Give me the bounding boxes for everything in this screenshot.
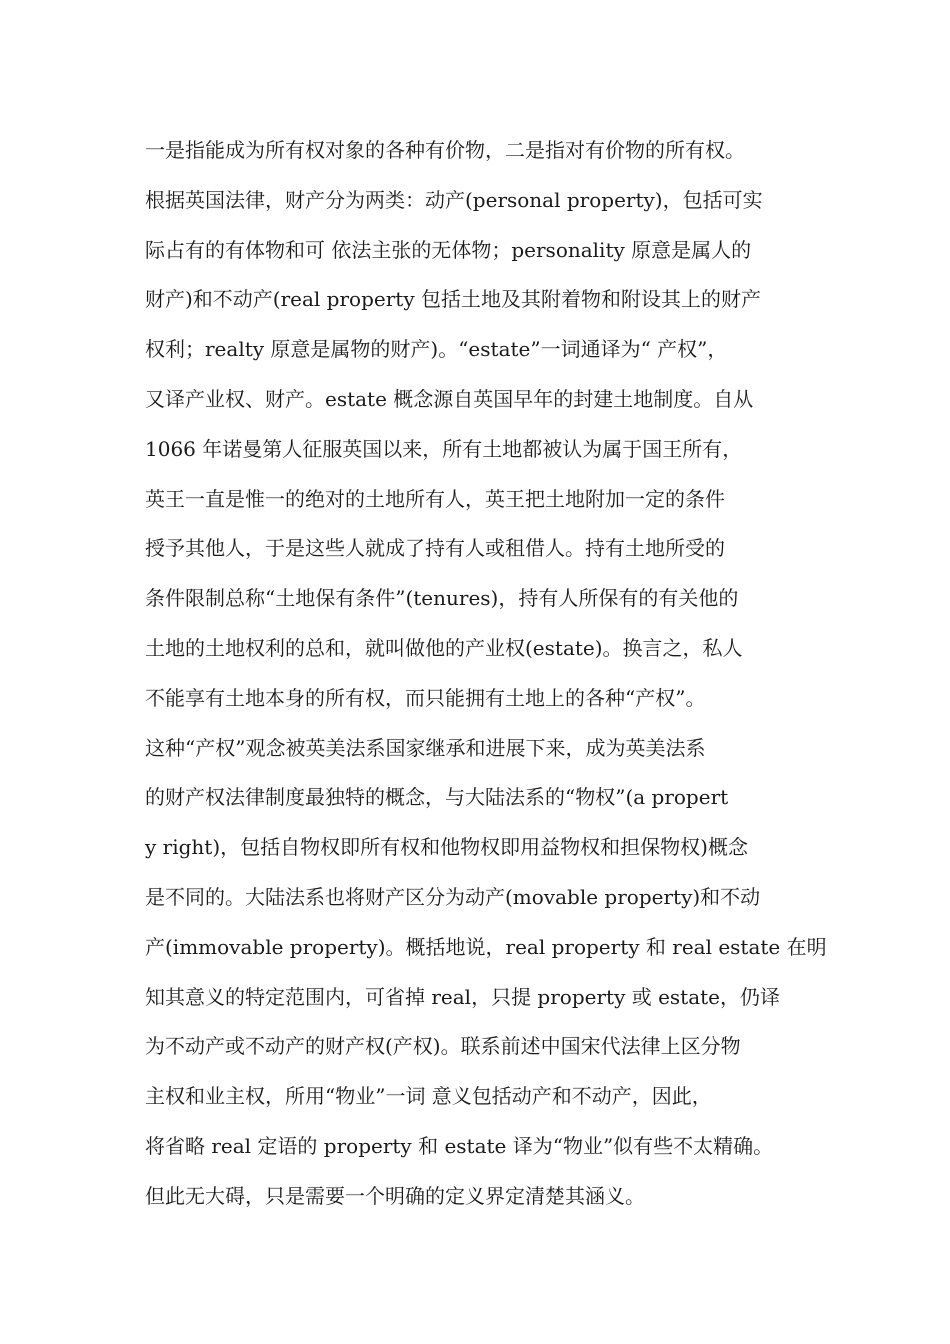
text-line: 际占有的有体物和可 依法主张的无体物；personality 原意是属人的 [145, 237, 752, 262]
text-line: 土地的土地权利的总和，就叫做他的产业权(estate)。换言之，私人 [145, 635, 743, 660]
text-line: 为不动产或不动产的财产权(产权)。联系前述中国宋代法律上区分物 [145, 1034, 741, 1059]
text-line: 将省略 real 定语的 property 和 estate 译为“物业”似有些不太精确。 [145, 1133, 774, 1158]
text-line: 授予其他人，于是这些人就成了持有人或租借人。持有土地所受的 [145, 536, 725, 561]
text-line: 但此无大碍，只是需要一个明确的定义界定清楚其涵义。 [145, 1183, 645, 1208]
text-line: 是不同的。大陆法系也将财产区分为动产(movable property)和不动 [145, 884, 761, 909]
text-line: 1066 年诺曼第人征服英国以来，所有土地都被认为属于国王所有， [145, 436, 743, 461]
text-line: 英王一直是惟一的绝对的土地所有人，英王把土地附加一定的条件 [145, 486, 725, 511]
text-line: 产(immovable property)。概括地说，real property 和 real estate 在明 [145, 934, 827, 959]
text-line: 一是指能成为所有权对象的各种有价物，二是指对有价物的所有权。 [145, 138, 745, 162]
text-line: 的财产权法律制度最独特的概念，与大陆法系的“物权”(a propert [145, 785, 729, 810]
text-line: 财产)和不动产(real property 包括土地及其附着物和附设其上的财产 [145, 287, 761, 312]
text-line: 主权和业主权，所用“物业”一词 意义包括动产和不动产，因此， [145, 1084, 712, 1109]
text-line: 权利；realty 原意是属物的财产)。“estate”一词通译为“ 产权”， [145, 337, 728, 362]
text-line: 不能享有土地本身的所有权，而只能拥有土地上的各种“产权”。 [145, 685, 706, 710]
text-line: y right)，包括自物权即所有权和他物权即用益物权和担保物权)概念 [145, 835, 748, 860]
text-line: 根据英国法律，财产分为两类：动产(personal property)，包括可实 [145, 187, 763, 212]
text-line: 知其意义的特定范围内，可省掉 real，只提 property 或 estate，仍译 [145, 984, 781, 1009]
text-line: 条件限制总称“土地保有条件”(tenures)，持有人所保有的有关他的 [145, 586, 739, 611]
body-text [145, 126, 825, 1222]
text-line: 又译产业权、财产。estate 概念源自英国早年的封建土地制度。自从 [145, 386, 754, 411]
text-line: 这种“产权”观念被英美法系国家继承和进展下来，成为英美法系 [145, 735, 706, 760]
